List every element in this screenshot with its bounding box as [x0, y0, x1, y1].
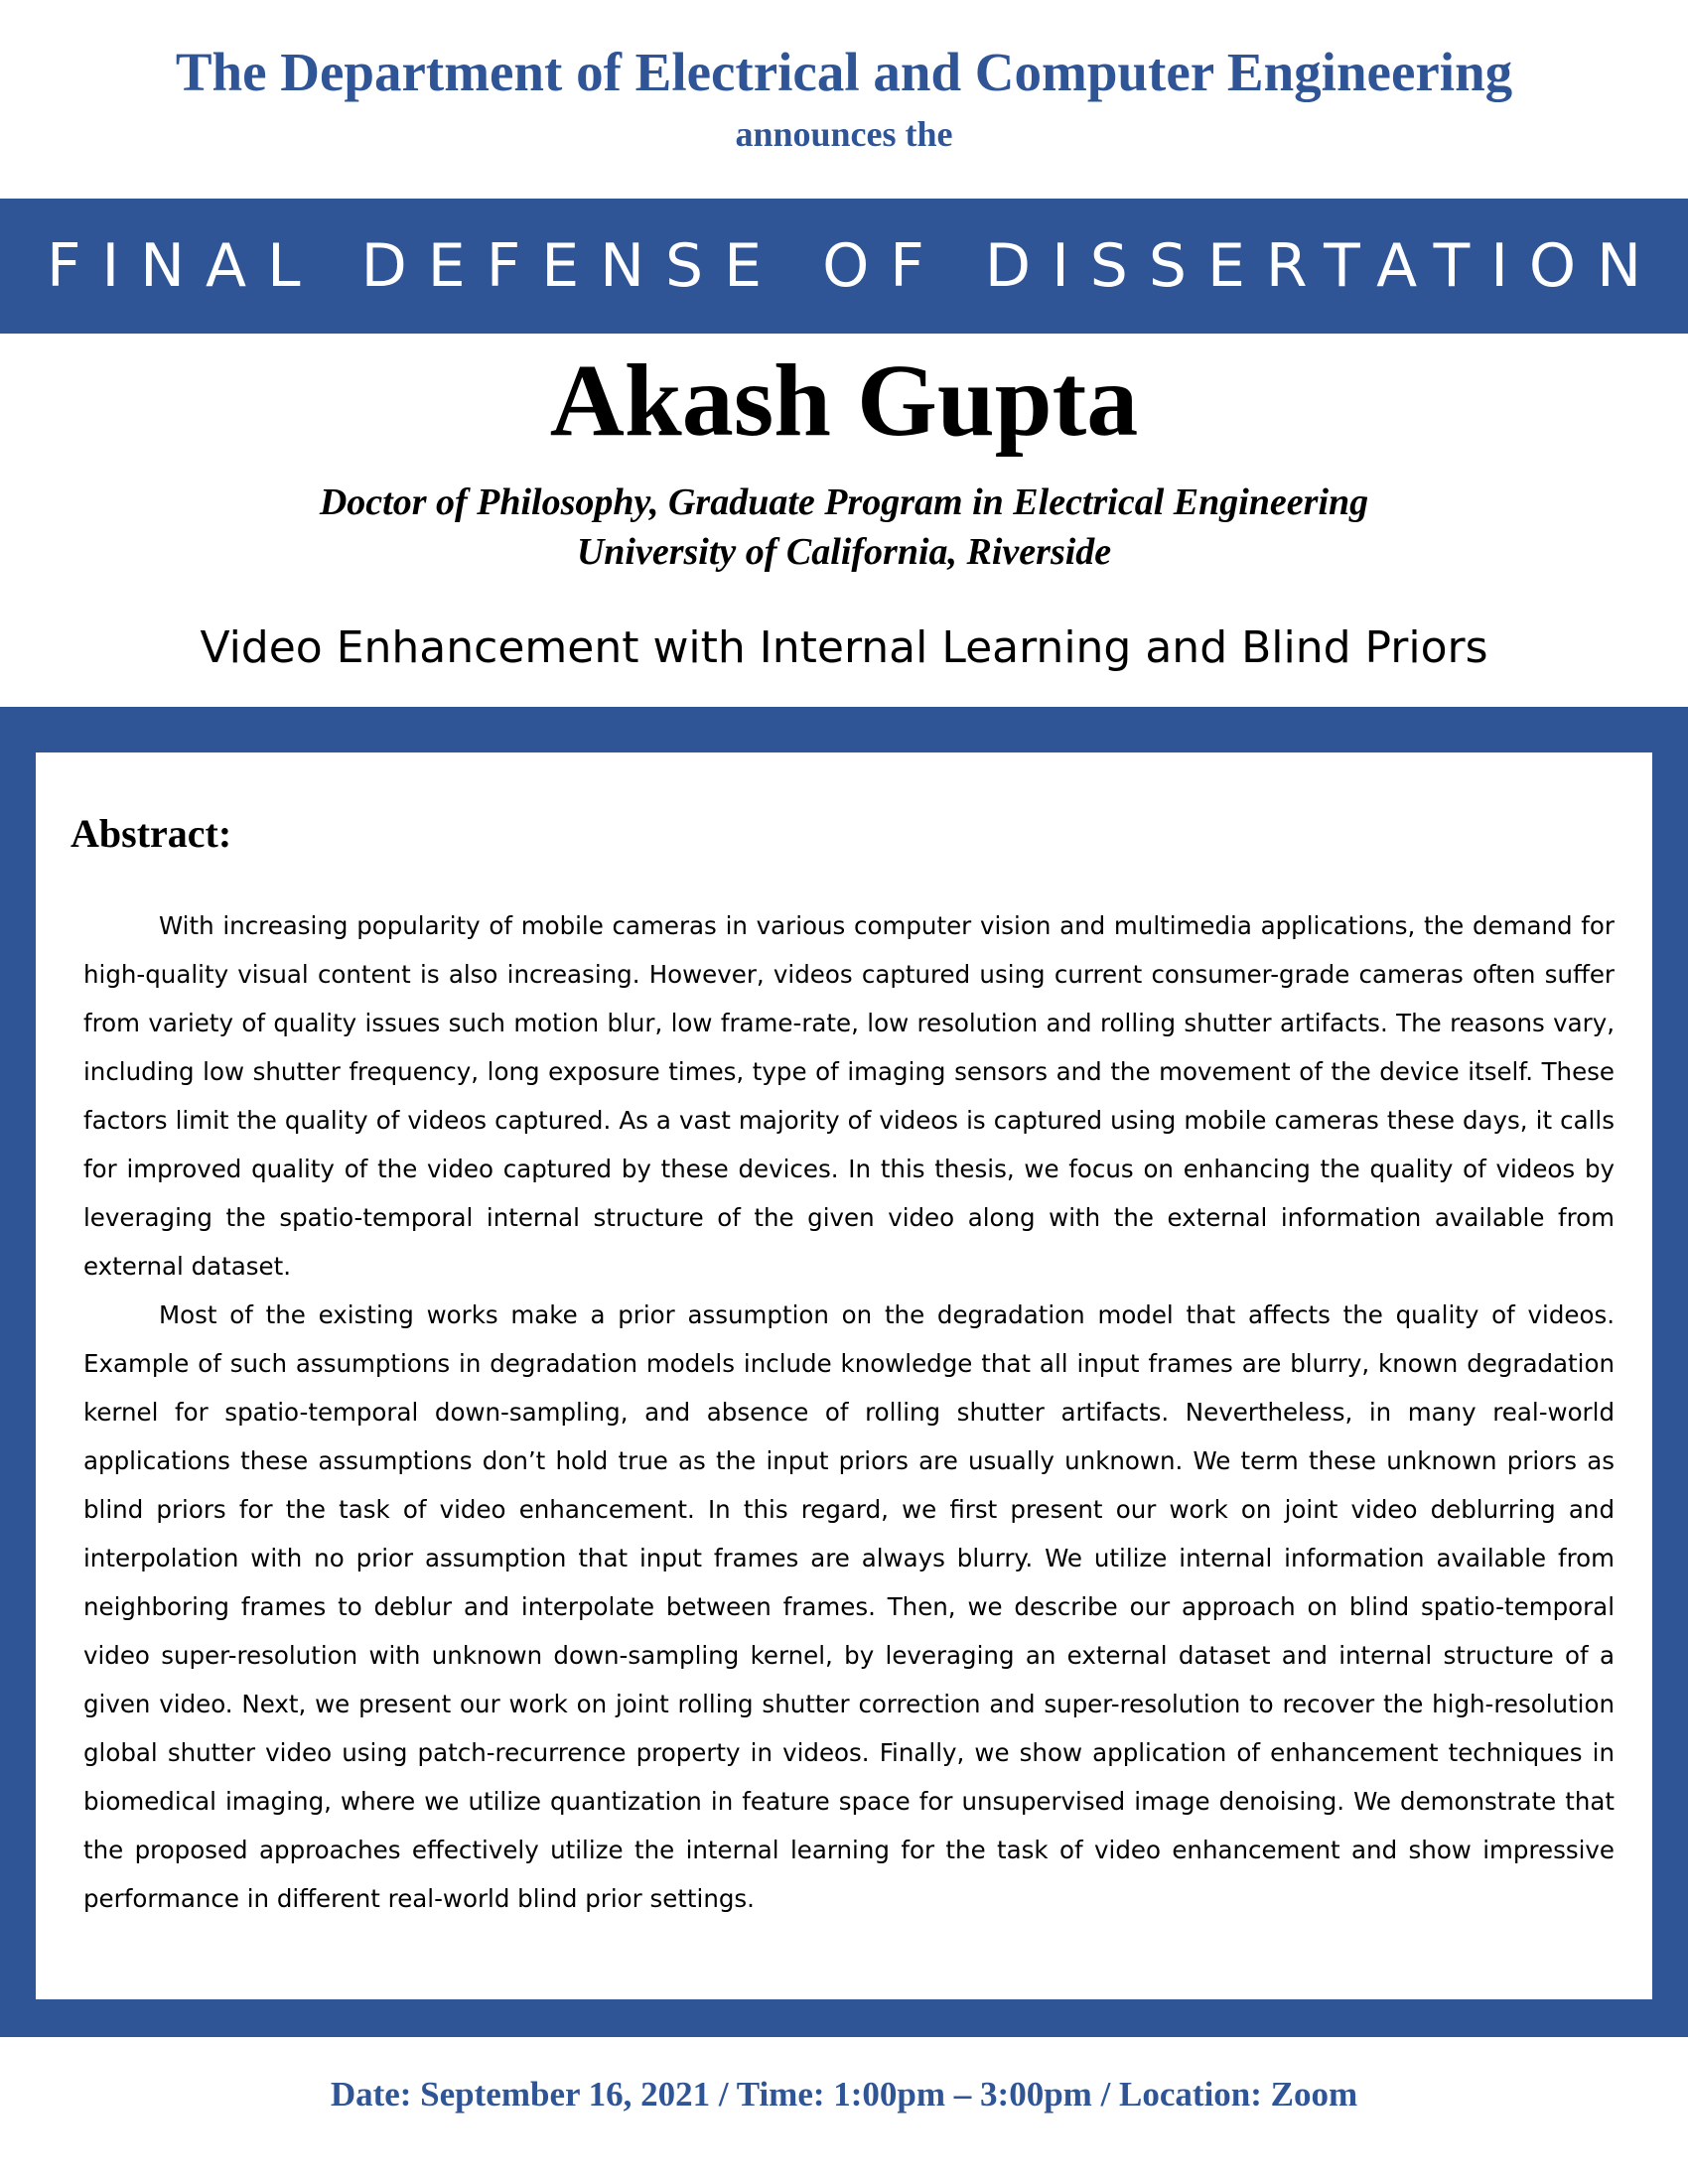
announces-line: announces the: [735, 114, 953, 154]
abstract-paragraph: With increasing popularity of mobile cameras in various computer vision and multimedia applications, the demand for high-quality visual content is also increasing. However, videos captured using current consumer-grade cameras often suffer from variety of quality issues such motion blur, low frame-rate, low resolution and rolling shutter artifacts. The reasons vary, including low shutter frequency, long exposure times, type of imaging sensors and the movement of the device itself. These factors limit the quality of videos captured. As a vast majority of videos is captured using mobile cameras these days, it calls for improved quality of the video captured by these devices. In this thesis, we focus on enhancing the quality of videos by leveraging the spatio-temporal internal structure of the given video along with the external information available from external dataset.: [83, 911, 1615, 1281]
candidate-name: Akash Gupta: [549, 343, 1139, 458]
department-name: The Department of Electrical and Computer Engineering: [175, 42, 1513, 102]
abstract-paragraph: Most of the existing works make a prior assumption on the degradation model that affects the quality of videos. Example of such assumptions in degradation models include knowledge that all input frames are blurry, known degradation kernel for spatio-temporal down-sampling, and absence of rolling shutter artifacts. Nevertheless, in many real-world applications these assumptions don’t hold true as the input priors are usually unknown. We term these unknown priors as blind priors for the task of video enhancement. In this regard, we first present our work on joint video deblurring and interpolation with no prior assumption that input frames are always blurry. We utilize internal information available from neighboring frames to deblur and interpolate between frames. Then, we describe our approach on blind spatio-temporal video super-resolution with unknown down-sampling kernel, by leveraging an external dataset and internal structure of a given video. Next, we present our work on joint rolling shutter correction and super-resolution to recover the high-resolution global shutter video using patch-recurrence property in videos. Finally, we show application of enhancement techniques in biomedical imaging, where we utilize quantization in feature space for unsupervised image denoising. We demonstrate that the proposed approaches effectively utilize the internal learning for the task of video enhancement and show impressive performance in different real-world blind prior settings.: [83, 1300, 1615, 1913]
abstract-frame: [0, 707, 1688, 2037]
title-banner: [0, 199, 1688, 334]
banner-title: FINAL DEFENSE OF DISSERTATION: [46, 231, 1663, 301]
abstract-box: [36, 752, 1652, 1999]
abstract-body: [83, 901, 1615, 1923]
abstract-heading: Abstract:: [70, 811, 232, 856]
thesis-title: Video Enhancement with Internal Learning and Blind Priors: [200, 622, 1488, 673]
event-details: Date: September 16, 2021 / Time: 1:00pm – 3:00pm / Location: Zoom: [330, 2075, 1358, 2114]
candidate-university: University of California, Riverside: [576, 531, 1112, 573]
candidate-degree: Doctor of Philosophy, Graduate Program in Electrical Engineering: [319, 481, 1369, 523]
